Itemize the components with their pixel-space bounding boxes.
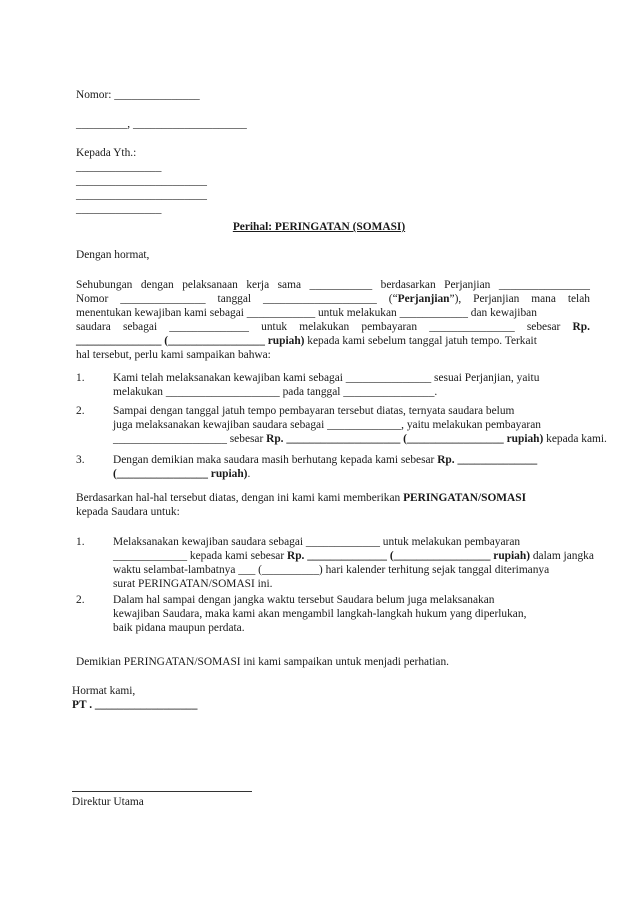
recipient-line: _______________ (76, 203, 162, 215)
list-item-text: Dengan demikian maka saudara masih berhutang kepada kami sebesar Rp. ______________ (113, 454, 538, 466)
list-item-text: kewajiban Saudara, maka kami akan mengambil langkah-langkah hukum yang diperlukan, (113, 608, 527, 620)
paragraph-1-line: saudara sebagai ______________ untuk melakukan pembayaran _______________ sebesar Rp. (76, 321, 590, 333)
list-number: 3. (76, 454, 85, 466)
closing-sentence: Demikian PERINGATAN/SOMASI ini kami sampaikan untuk menjadi perhatian. (76, 656, 450, 668)
company-line: PT . __________________ (72, 699, 198, 711)
regards-line: Hormat kami, (72, 685, 136, 697)
recipient-line: _______________________ (76, 175, 207, 187)
list-item-text: Sampai dengan tanggal jatuh tempo pembayaran tersebut diatas, ternyata saudara belum (113, 405, 515, 417)
nomor-line: Nomor: _______________ (76, 89, 200, 101)
salutation: Dengan hormat, (76, 249, 150, 261)
list-item-text: baik pidana maupun perdata. (113, 622, 245, 634)
place-date-line: _________, ____________________ (76, 118, 247, 130)
paragraph-1-line: Nomor _______________ tanggal ____________________ (“Perjanjian”), Perjanjian mana telah (76, 293, 590, 305)
list-item-text: Melaksanakan kewajiban saudara sebagai _____________ untuk melakukan pembayaran (113, 536, 521, 548)
list-item-text: _____________ kepada kami sebesar Rp. ______________ (_________________ rupiah) dalam jangka (113, 550, 594, 562)
list-item-text: juga melaksanakan kewajiban saudara sebagai _____________, yaitu melakukan pembayaran (113, 419, 541, 431)
signature-line (72, 791, 252, 792)
signer-title: Direktur Utama (72, 796, 144, 808)
paragraph-2-line: kepada Saudara untuk: (76, 506, 180, 518)
list-item-text: ____________________ sebesar Rp. ____________________ (_________________ rupiah) kepada kami. (113, 433, 607, 445)
paragraph-1-line: menentukan kewajiban kami sebagai ____________ untuk melakukan ____________ dan kewajiban (76, 307, 537, 319)
list-item-text: Kami telah melaksanakan kewajiban kami sebagai _______________ sesuai Perjanjian, yaitu (113, 372, 540, 384)
letter-subject: Perihal: PERINGATAN (SOMASI) (232, 221, 406, 233)
list-number: 2. (76, 594, 85, 606)
recipient-line: _______________ (76, 161, 162, 173)
paragraph-1-line: hal tersebut, perlu kami sampaikan bahwa: (76, 349, 271, 361)
list-item-text: Dalam hal sampai dengan jangka waktu tersebut Saudara belum juga melaksanakan (113, 594, 495, 606)
list-number: 2. (76, 405, 85, 417)
paragraph-2-line: Berdasarkan hal-hal tersebut diatas, dengan ini kami kami memberikan PERINGATAN/SOMASI (76, 492, 527, 504)
list-item-text: surat PERINGATAN/SOMASI ini. (113, 578, 273, 590)
recipient-label: Kepada Yth.: (76, 147, 137, 159)
list-number: 1. (76, 536, 85, 548)
list-item-text: (________________ rupiah). (113, 468, 251, 480)
recipient-line: _______________________ (76, 189, 207, 201)
paragraph-1-line: Sehubungan dengan pelaksanaan kerja sama ___________ berdasarkan Perjanjian ________________ (76, 279, 590, 291)
paragraph-1-line: _______________ (_________________ rupiah) kepada kami sebelum tanggal jatuh tempo. Terkait (76, 335, 537, 347)
list-item-text: melakukan ____________________ pada tanggal ________________. (113, 386, 438, 398)
list-number: 1. (76, 372, 85, 384)
list-item-text: waktu selambat-lambatnya ___ (__________) hari kalender terhitung sejak tanggal diterimanya (113, 564, 550, 576)
